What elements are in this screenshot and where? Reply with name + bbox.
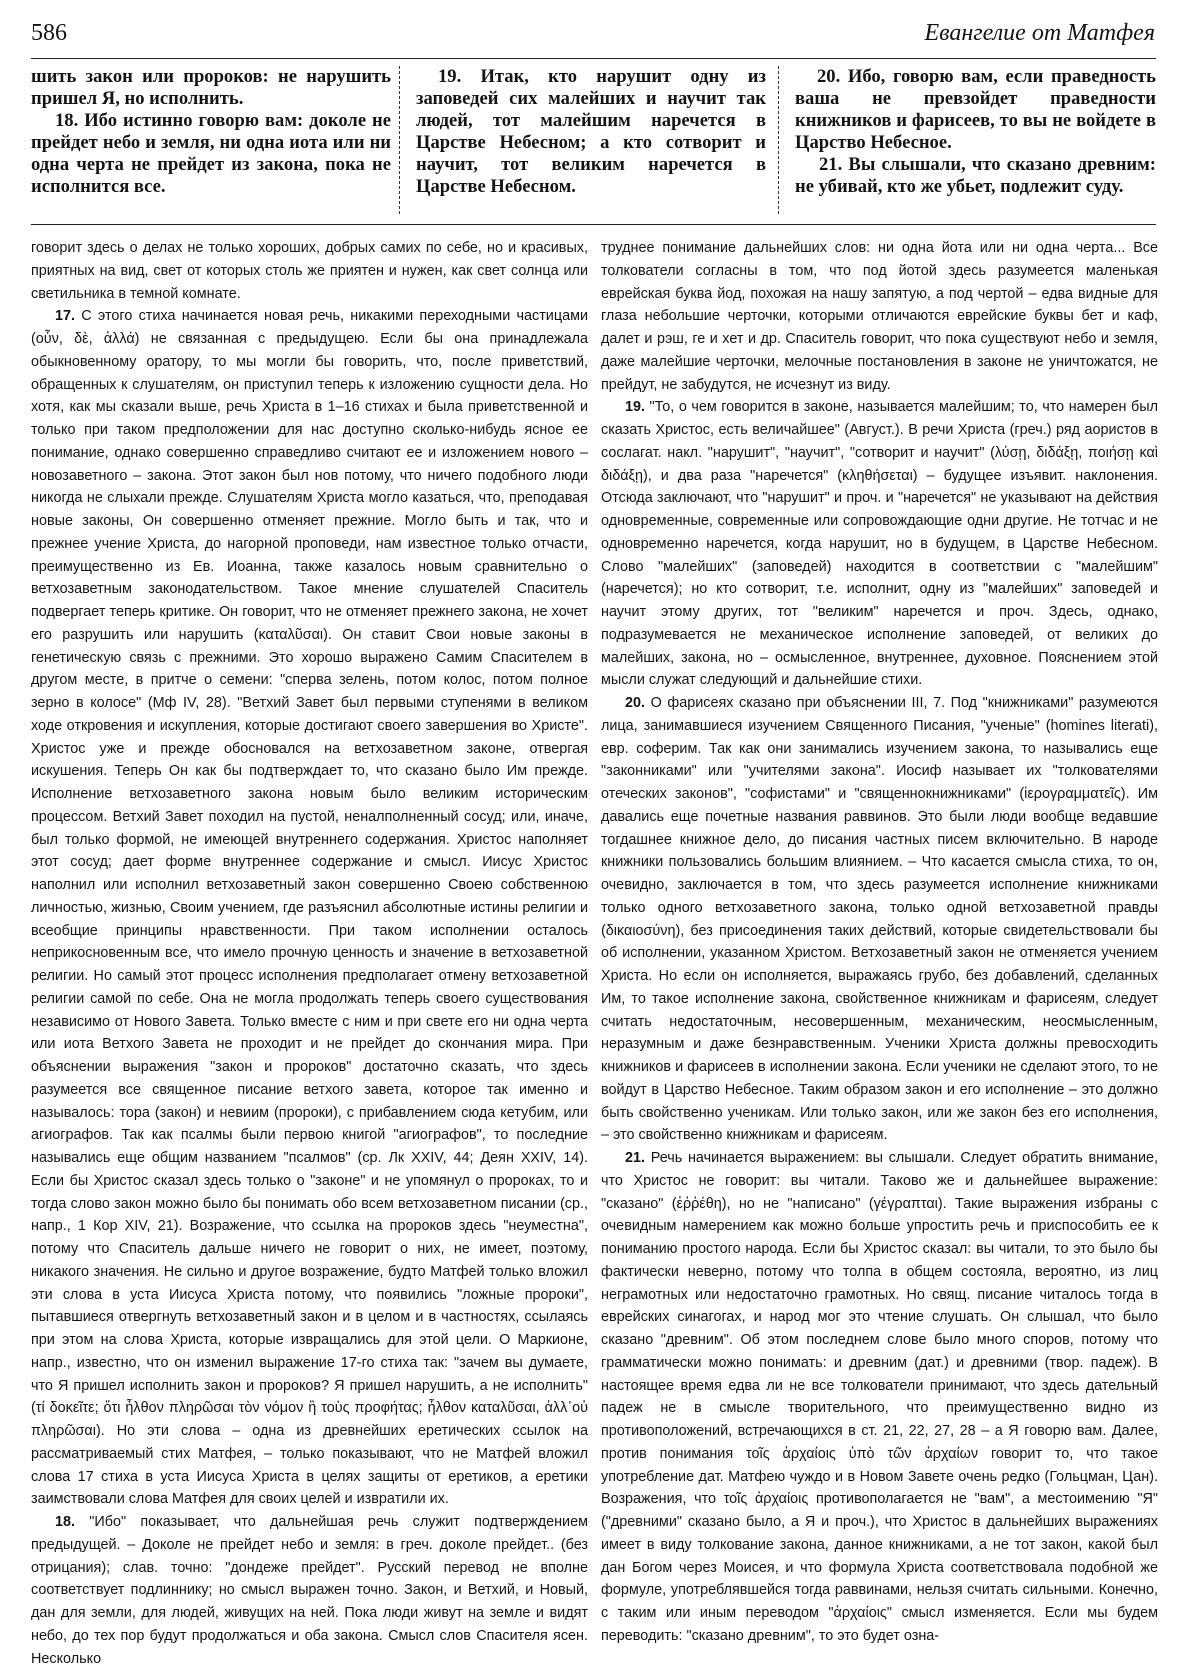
commentary-column-left xyxy=(31,237,588,1670)
verse-column-2 xyxy=(399,66,779,214)
commentary-text: Речь начинается выражением: вы слышали. Следует обратить внимание, что Христос не говорит: вы читали. Таково же и дальнейшее выражение: "сказано" (ἐῤῥέθη), но не "написано" (γέγραπται). Такие выражения избраны с очевидным намерением как можно больше упростить речь и приспособить ее к пониманию простого народа. Если бы Христос сказал: вы читали, то это было бы фактически неверно, потому что толпа в общем состояла, вероятно, из лиц неграмотных или недостаточно грамотных. Но свящ. писание читалось тогда в еврейских синагогах, и народ мог это чтение слушать. Он слышал, что было сказано "древним". Об этом последнем слове было много споров, потому что грамматически можно понимать: и древним (дат.) и древними (твор. падеж). В настоящее время едва ли не все толкователи принимают, что здесь дательный падеж не в смысле творительного, что преимущественно видно из противоположений, встречающихся в ст. 21, 22, 27, 28 – а Я говорю вам. Далее, против понимания τοῖς ἀρχαίοις ὑπὸ τῶν ἀρχαίων говорит то, что такое употребление дат. Матфею чуждо и в Новом Завете очень редко (Гольцман, Цан). Возражения, что τοῖς ἀρχαίοις противополагается не "вам", а местоимению "Я" ("древними" сказано было, а Я и проч.), что Христос в дальнейших выражениях имеет в виду толкование закона, данное книжниками, а не тот закон, какой был дан Богом через Моисея, и что формула Христа соответствовала подобной же формуле, употреблявшейся тогда раввинами, нельзя считать сильными. Конечно, с таким или иным переводом "ἀρχαίοις" смысл изменяется. Если мы будем переводить: "сказано древним", то это будет озна- xyxy=(601,1150,1159,1644)
verse-text: 18. Ибо истинно говорю вам: доколе не прейдет небо и земля, ни одна иота или ни одна черта не прейдет из закона, пока не исполнится все. xyxy=(31,110,391,197)
verse-number: 18. xyxy=(55,1514,76,1530)
commentary xyxy=(31,237,1158,1670)
verse-text: 20. Ибо, говорю вам, если праведность ваша не превзойдет праведности книжников и фарисеев, то вы не войдете в Царство Небесное. xyxy=(795,66,1156,153)
verse-column-1 xyxy=(31,66,399,214)
page-number: 586 xyxy=(31,20,67,46)
commentary-paragraph xyxy=(601,237,1158,396)
verse-number: 17. xyxy=(55,308,76,325)
verse-number: 20. xyxy=(625,695,646,711)
scripture-verses xyxy=(31,66,1156,214)
commentary-text: говорит здесь о делах не только хороших, добрых самих по себе, но и красивых, приятных на вид, свет от которых столь же приятен и нужен, как свет солнца или светильника в темной комнате. xyxy=(31,240,588,302)
commentary-paragraph xyxy=(601,692,1158,1147)
verse-text: 19. Итак, кто нарушит одну из заповедей сих малейших и научит так людей, тот малейшим наречется в Царстве Небесном; а кто сотворит и научит, тот великим наречется в Царстве Небесном. xyxy=(416,66,766,197)
verse-number: 19. xyxy=(625,399,646,416)
verse-text: 21. Вы слышали, что сказано древним: не убивай, кто же убьет, подлежит суду. xyxy=(795,154,1156,197)
verse-column-3 xyxy=(779,66,1156,214)
verse-number: 21. xyxy=(625,1150,646,1166)
commentary-paragraph xyxy=(601,396,1158,692)
commentary-text: "Ибо" показывает, что дальнейшая речь служит подтверждением предыдущей. – Доколе не прейдет небо и земля: в греч. доколе прейдет.. (без отрицания); слав. точно: "дондеже прейдет". Русский перевод не вполне соответствует подлиннику; но смысл выражен точно. Закон, и Ветхий, и Новый, дан для земли, для людей, живущих на ней. Пока люди живут на земле и видят небо, до тех пор будут продолжаться и оба закона. Смысл слов Спасителя ясен. Несколько xyxy=(31,1514,588,1667)
commentary-paragraph xyxy=(31,237,588,305)
commentary-text: О фарисеях сказано при объяснении III, 7. Под "книжниками" разумеются лица, занимавшиеся изучением Священного Писания, "ученые" (homines literati), евр. соферим. Так как они занимались изучением закона, то назывались еще "законниками" или "учителями закона". Иосиф называет их "толкователями отеческих законов", "софистами" и "священнокнижниками" (ἱερογραμματεῖς). Им давались еще почетные названия раввинов. Это были люди вообще ведавшие тогдашнее книжное дело, до писания частных писем включительно. В народе книжники пользовались большим влиянием. – Что касается смысла стиха, то он, очевидно, заключается в том, что здесь разумеется исполнение книжниками только одного ветхозаветного закона, только одной ветхозаветной правды (δικαιοσύνη), без присоединения таких действий, которые свидетельствовали бы об исполнении, указанном Христом. Ветхозаветный закон не отменяется учением Христа. Но если он исполняется, выражаясь грубо, без добавлений, сделанных Им, то такое исполнение закона, свойственное книжникам и фарисеям, следует считать недостаточным, несовершенным, механическим, неосмысленным, неразумным и даже безнравственным. Ученики Христа должны превосходить книжников и фарисеев в исполнении закона. Если ученики не сделают этого, то не войдут в Царство Небесное. Таким образом закон и его исполнение – это должно быть свойственно ученикам. Или только закон, или же закон без его исполнения, – это свойственно книжникам и фарисеям. xyxy=(601,695,1158,1144)
commentary-text: труднее понимание дальнейших слов: ни одна йота или ни одна черта... Все толкователи согласны в том, что под йотой здесь разумеется маленькая еврейская буква йод, похожая на нашу запятую, а под чертой – едва видные для глаза небольшие черточки, которыми отличаются еврейские буквы бет и каф, далет и рэш, ге и хет и др. Спаситель говорит, что пока существуют небо и земля, даже малейшие черточки, мелочные постановления в законе не уничтожатся, не прейдут, не забудутся, не исчезнут из виду. xyxy=(601,240,1158,393)
commentary-paragraph xyxy=(31,1511,588,1670)
commentary-column-right xyxy=(601,237,1158,1670)
header-rule xyxy=(31,58,1156,59)
section-divider xyxy=(31,224,1156,225)
commentary-paragraph xyxy=(31,305,588,1511)
verse-text: шить закон или пророков: не нарушить пришел Я, но исполнить. xyxy=(31,66,391,109)
commentary-text: "То, о чем говорится в законе, называется малейшим; то, что намерен был сказать Христос, есть величайшее" (Август.). В речи Христа (греч.) ряд аористов в сослагат. накл. "нарушит", "научит", "сотворит и научит" (λύσῃ, διδάξῃ, ποιήσῃ καὶ διδάξῃ), и два раза "наречется" (κληθήσεται) – будущее изъявит. наклонения. Отсюда заключают, что "нарушит" и проч. и "наречется" не указывают на действия одновременные, современные или сопровождающие одни другие. Не тотчас и не одновременно наречется, когда нарушит, но в будущем, в Царстве Небесном. Слово "малейших" (заповедей) находится в соответствии с "малейшим" (наречется); но кто сотворит, т.е. исполнит, одну из "малейших" заповедей и научит этому других, тот "великим" наречется и проч. Здесь, однако, подразумевается не механическое исполнение заповедей, от великих до малейших, закона, но – осмысленное, внутреннее, духовное. Пояснением этой мысли служат следующий и дальнейшие стихи. xyxy=(601,399,1158,689)
running-title: Евангелие от Матфея xyxy=(924,20,1155,46)
commentary-text: С этого стиха начинается новая речь, никакими переходными частицами (οὖν, δὲ, ἀλλά) не связанная с предыдущею. Если бы она принадлежала обыкновенному оратору, то мы могли бы говорить, что, после приветствий, обращенных к слушателям, он приступил теперь к изложению сущности дела. Но хотя, как мы сказали выше, речь Христа в 1–16 стихах и была приветственной и только при таком предположении для нас доступно сколько-нибудь ясное ее понимание, однако совершенно справедливо считают ее и изложением нового – новозаветного – закона. Этот закон был нов потому, что ничего подобного люди никогда не слыхали прежде. Слушателям Христа могло казаться, что, преподавая новые законы, Он совершенно отменяет прежние. Могло быть и так, что и прежнее учение Христа, до нагорной проповеди, нам известное только отчасти, преимущественно из Ев. Иоанна, также казалось новым сравнительно о ветхозаветным законодательством. Такое мнение слушателей Спаситель подвергает теперь критике. Он говорит, что не отменяет прежнего закона, не хочет его разрушить или нарушить (καταλῦσαι). Он ставит Свои новые законы в генетическую связь с прежними. Это хорошо выражено Самим Спасителем в другом месте, в притче о семени: "сперва зелень, потом колос, потом полное зерно в колосе" (Мф IV, 28). "Ветхий Завет был первыми ступенями в великом ходе откровения и искупления, которые достигают своего завершения во Христе". Христос уже и прежде обосновался на ветхозаветном законе, отвергая искушения. Теперь Он как бы подтверждает то, что сказано было Им прежде. Исполнение ветхозаветного закона новым было великим историческим процессом. Ветхий Завет походил на пустой, неналполненный сосуд; или, иначе, был только формой, не имеющей внутреннего содержания. Христос наполняет этот сосуд; дает форме внутреннее содержание и смысл. Иисус Христос наполнил или исполнил ветхозаветный закон совершенно Своею собственною личностью, жизнью, Своим учением, где разъяснил абсолютные истины религии и всеобщие принципы нравственности. При таком исполнении осталось неприкосновенным все, что имело прочную ценность и значение в ветхозаветной религии. Но самый этот процесс исполнения предполагает отмену ветхозаветной религии самой по себе. Она не могла продолжать теперь своего существования независимо от Нового Завета. Только вместе с ним и при свете его ни одна черта или иота Ветхого Завета не проходит и не прейдет до скончания мира. При объяснении выражения "закон и пророков" достаточно сказать, что здесь разумеется все священное писание ветхого завета, которое так именно и называлось: тора (закон) и невиим (пророки), с прибавлением сюда кетубим, или агиографов. Так как псалмы были первою книгой "агиографов", то последние назывались еще общим названием "псалмов" (ср. Лк XXIV, 44; Деян XXIV, 14). Если бы Христос сказал здесь только о "законе" и не упомянул о пророках, то и тогда слово закон можно было бы понимать обо всем ветхозаветном писании (ср., напр., 1 Кор XIV, 21). Возражение, что ссылка на пророков здесь "неуместна", потому что Спаситель дальше ничего не говорит о них, не имеет, поэтому, никакого значения. Не сильно и другое возражение, будто Матфей только вложил эти слова в уста Иисуса Христа потому, что появились "ложные пророки", пытавшиеся отвергнуть ветхозаветный закон и в целом и в частностях, ссылаясь при этом на слова Христа, которые извращались для этой цели. О Маркионе, напр., известно, что он изменил выражение 17-го стиха так: "зачем вы думаете, что Я пришел исполнить закон и пророков? Я пришел нарушить, а не исполнить" (τί δοκεῖτε; ὅτι ἦλθον πληρῶσαι τὸν νόμον ἢ τοὺς προφήτας; ἦλθον καταλῦσαι, ἀλλ᾽οὐ πληρῶσαι). Но эти слова – одна из древнейших еретических ссылок на рассматриваемый стих Матфея, – только показывают, что не Матфей вложил слова 17 стиха в уста Иисуса Христа в целях защиты от еретиков, а еретики заимствовали слова Матфея для своих целей и извратили их. xyxy=(31,308,588,1508)
commentary-paragraph xyxy=(601,1147,1158,1648)
